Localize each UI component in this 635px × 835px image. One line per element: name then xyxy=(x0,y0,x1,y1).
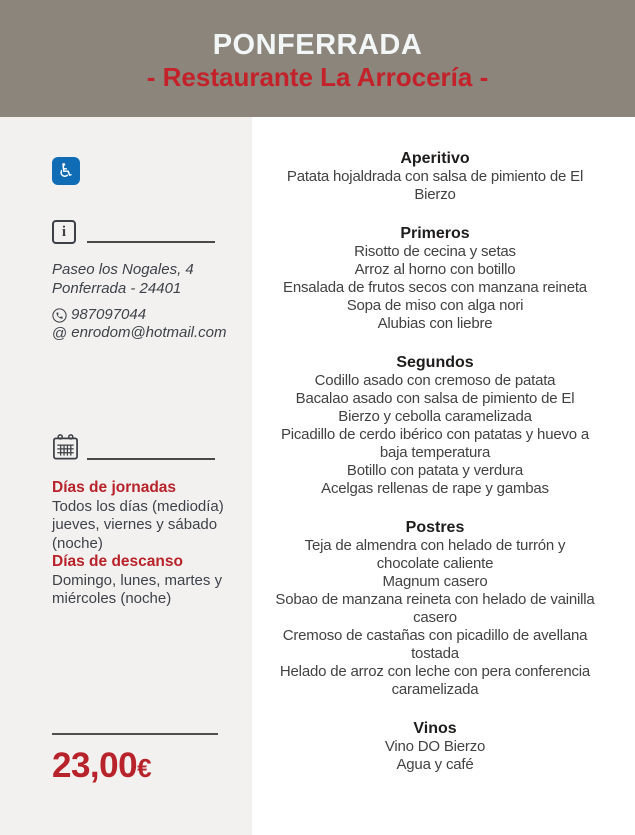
menu-item: Magnum casero xyxy=(382,573,488,590)
header xyxy=(0,0,635,117)
menu-section-title: Segundos xyxy=(396,354,474,371)
info-icon-glyph: i xyxy=(61,223,67,240)
menu-item: Arroz al horno con botillo xyxy=(354,261,516,278)
menu-section-aperitivo xyxy=(274,150,596,204)
city-title: PONFERRADA xyxy=(212,29,423,61)
phone-row xyxy=(52,306,227,324)
email-address: enrodom@hotmail.com xyxy=(71,324,227,341)
restaurant-title: - Restaurante La Arrocería - xyxy=(146,62,489,93)
schedule-block xyxy=(52,479,238,609)
address-line-1: Paseo los Nogales, 4 xyxy=(52,261,194,278)
menu-item: Ensalada de frutos secos con manzana reineta xyxy=(283,279,587,296)
price-amount: 23,00 xyxy=(52,746,138,785)
address xyxy=(52,260,194,298)
menu-item: Risotto de cecina y setas xyxy=(354,243,516,260)
menu-item: Bacalao asado con salsa de pimiento de El Bierzo y cebolla caramelizada xyxy=(295,390,575,425)
menu-sections xyxy=(274,150,596,774)
open-days-title: Días de jornadas xyxy=(52,479,177,496)
closed-days-title: Días de descanso xyxy=(52,553,183,570)
menu-item: Teja de almendra con helado de turrón y chocolate caliente xyxy=(304,537,566,572)
sidebar xyxy=(0,117,252,835)
price-currency: € xyxy=(137,753,152,783)
phone-icon xyxy=(52,308,67,323)
menu-section-primeros xyxy=(274,225,596,333)
menu-price xyxy=(52,748,218,783)
menu-section-postres xyxy=(274,519,596,699)
contact-block xyxy=(52,306,227,342)
menu-section-title: Aperitivo xyxy=(400,150,470,167)
calendar-row xyxy=(52,433,215,461)
menu-section-title: Postres xyxy=(405,519,465,536)
menu-item: Picadillo de cerdo ibérico con patatas y huevo a baja temperatura xyxy=(280,426,590,461)
divider-line xyxy=(87,458,215,460)
menu-item: Codillo asado con cremoso de patata xyxy=(314,372,556,389)
email-row xyxy=(52,324,227,342)
menu-item: Acelgas rellenas de rape y gambas xyxy=(321,480,549,497)
address-line-2: Ponferrada - 24401 xyxy=(52,280,182,297)
menu-item: Sopa de miso con alga nori xyxy=(346,297,524,314)
menu-item: Cremoso de castañas con picadillo de avellana tostada xyxy=(282,627,588,662)
accessibility-icon xyxy=(52,157,80,185)
open-days-text: Todos los días (mediodía) jueves, viernes y sábado (noche) xyxy=(52,497,224,552)
at-icon: @ xyxy=(52,324,68,342)
price-block xyxy=(52,733,218,783)
calendar-icon xyxy=(52,433,79,461)
info-row xyxy=(52,220,215,244)
divider-line xyxy=(87,241,215,243)
menu-item: Vino DO Bierzo xyxy=(384,738,486,755)
menu-item: Botillo con patata y verdura xyxy=(346,462,524,479)
menu-section-segundos xyxy=(274,354,596,498)
menu-item: Sobao de manzana reineta con helado de vainilla casero xyxy=(275,591,595,626)
closed-days-text: Domingo, lunes, martes y miércoles (noche) xyxy=(52,571,223,607)
menu-item: Patata hojaldrada con salsa de pimiento de El Bierzo xyxy=(286,168,584,203)
wheelchair-icon: ♿ xyxy=(57,159,75,182)
content xyxy=(0,117,635,835)
menu-item: Agua y café xyxy=(396,756,474,773)
phone-number: 987097044 xyxy=(71,306,147,323)
info-icon xyxy=(52,220,76,244)
menu-section-title: Vinos xyxy=(413,720,457,737)
menu-main xyxy=(252,117,635,835)
menu-section-vinos xyxy=(274,720,596,774)
price-divider xyxy=(52,733,218,735)
menu-item: Helado de arroz con leche con pera conferencia caramelizada xyxy=(279,663,591,698)
menu-section-title: Primeros xyxy=(400,225,470,242)
menu-item: Alubias con liebre xyxy=(377,315,493,332)
